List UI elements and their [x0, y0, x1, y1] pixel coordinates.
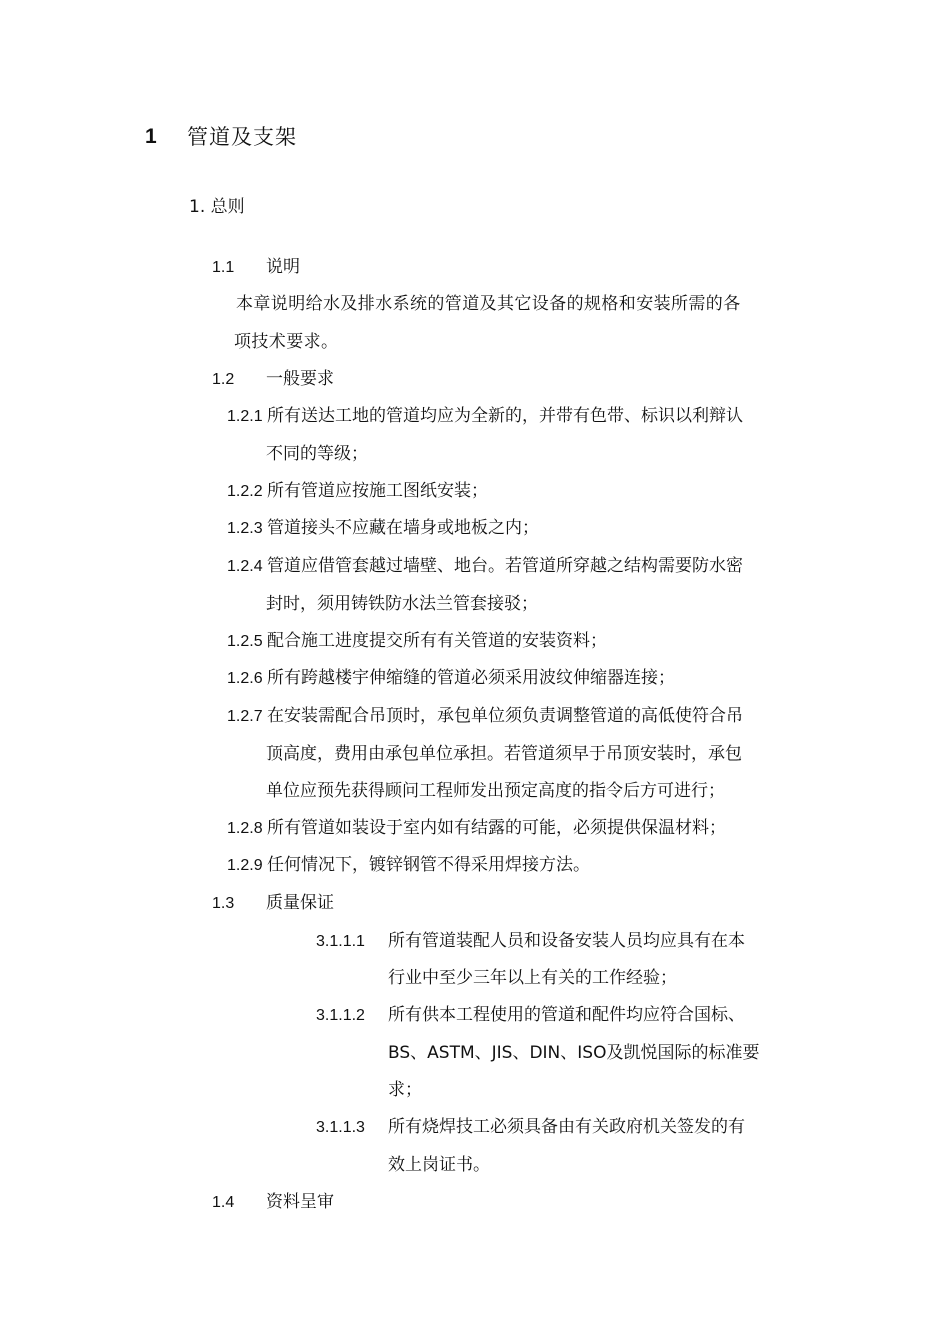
item-number: 1.2.4 — [227, 558, 263, 575]
item-text-line: 效上岗证书。 — [388, 1155, 490, 1175]
item-number: 1.2.2 — [227, 483, 263, 500]
item-text-line: 任何情况下，镀锌钢管不得采用焊接方法。 — [267, 855, 590, 875]
section-number-1-2: 1.2 — [212, 371, 235, 388]
item-number: 3.1.1.3 — [316, 1119, 365, 1136]
section-number-1-4: 1.4 — [212, 1194, 235, 1211]
item-number: 3.1.1.1 — [316, 933, 365, 950]
item-text-line: 管道应借管套越过墙壁、地台。若管道所穿越之结构需要防水密 — [267, 556, 743, 576]
item-number: 1.2.6 — [227, 670, 263, 687]
item-text-line: 所有管道装配人员和设备安装人员均应具有在本 — [388, 931, 745, 951]
item-text-line: 求； — [388, 1080, 422, 1100]
item-text-line: 所有送达工地的管道均应为全新的，并带有色带、标识以利辩认 — [267, 406, 743, 426]
item-number: 1.2.8 — [227, 820, 263, 837]
item-text-line: 管道接头不应藏在墙身或地板之内； — [267, 518, 539, 538]
item-text-line: BS、ASTM、JIS、DIN、ISO及凯悦国际的标准要 — [388, 1043, 760, 1063]
section-title-1-4: 资料呈审 — [266, 1192, 334, 1212]
item-text-line: 单位应预先获得顾问工程师发出预定高度的指令后方可进行； — [266, 781, 725, 801]
item-number: 1.2.3 — [227, 520, 263, 537]
section-number-1-1: 1.1 — [212, 259, 235, 276]
item-text-line: 不同的等级； — [266, 444, 368, 464]
section-number-1-3: 1.3 — [212, 895, 235, 912]
general-heading: 1. 总则 — [189, 197, 245, 217]
item-text-line: 在安装需配合吊顶时，承包单位须负责调整管道的高低使符合吊 — [267, 706, 743, 726]
item-text-line: 所有跨越楼宇伸缩缝的管道必须采用波纹伸缩器连接； — [267, 668, 675, 688]
item-text-line: 所有管道如装设于室内如有结露的可能，必须提供保温材料； — [267, 818, 726, 838]
chapter-number: 1 — [145, 125, 157, 148]
section-1-1-paragraph-line: 本章说明给水及排水系统的管道及其它设备的规格和安装所需的各 — [236, 294, 741, 314]
section-title-1-3: 质量保证 — [266, 893, 334, 913]
item-number: 1.2.5 — [227, 633, 263, 650]
section-title-1-1: 说明 — [266, 257, 300, 277]
item-text-line: 封时，须用铸铁防水法兰管套接驳； — [266, 594, 538, 614]
item-text-line: 顶高度，费用由承包单位承担。若管道须早于吊顶安装时，承包 — [266, 744, 742, 764]
item-number: 1.2.7 — [227, 708, 263, 725]
item-text-line: 行业中至少三年以上有关的工作经验； — [388, 968, 677, 988]
item-number: 1.2.9 — [227, 857, 263, 874]
item-text-line: 所有管道应按施工图纸安装； — [267, 481, 488, 501]
item-number: 3.1.1.2 — [316, 1007, 365, 1024]
item-text-line: 所有烧焊技工必须具备由有关政府机关签发的有 — [388, 1117, 745, 1137]
item-text-line: 所有供本工程使用的管道和配件均应符合国标、 — [388, 1005, 745, 1025]
chapter-title: 管道及支架 — [187, 125, 297, 149]
section-1-1-paragraph-line: 项技术要求。 — [234, 332, 339, 352]
section-title-1-2: 一般要求 — [266, 369, 334, 389]
item-number: 1.2.1 — [227, 408, 263, 425]
item-text-line: 配合施工进度提交所有有关管道的安装资料； — [267, 631, 607, 651]
